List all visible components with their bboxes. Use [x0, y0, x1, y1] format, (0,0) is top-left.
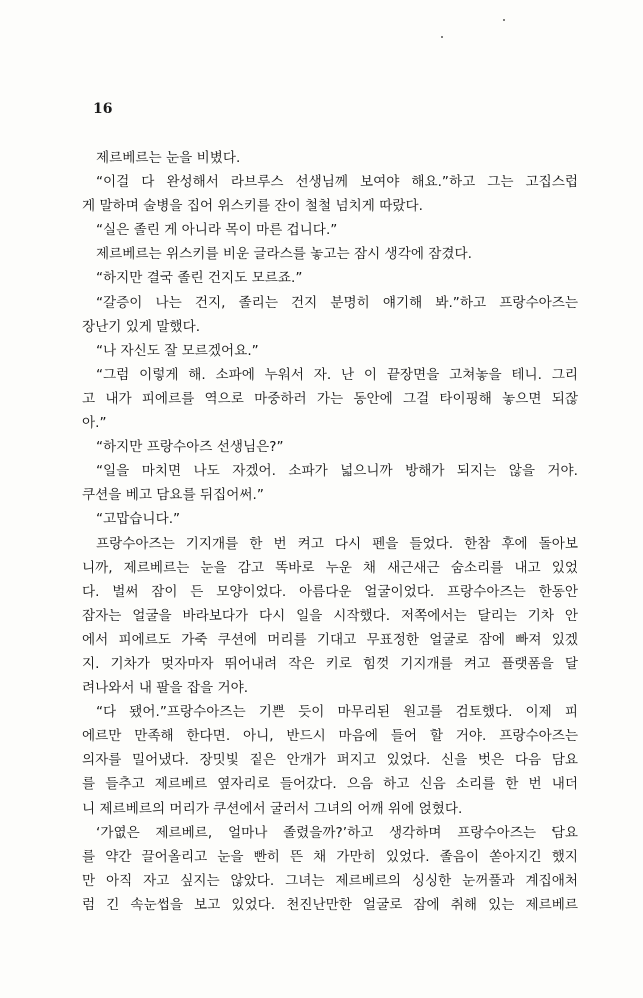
scan-speck: [441, 36, 443, 38]
body-text: [82, 146, 578, 917]
text-line: 니 제르베르의 머리가 쿠션에서 굴러서 그녀의 어깨 위에 얹혔다.: [82, 800, 463, 817]
text-line: 에서 피에르도 가죽 쿠션에 머리를 기대고 무표정한 얼굴로 잠에 빠져 있겠: [82, 631, 578, 648]
text-line: 프랑수아즈는 기지개를 한 번 켜고 다시 펜을 들었다. 한참 후에 돌아보: [96, 535, 578, 552]
text-line: “하지만 프랑수아즈 선생님은?”: [96, 439, 284, 456]
text-line: 다. 벌써 잠이 든 모양이었다. 아름다운 얼굴이었다. 프랑수아즈는 한동안: [82, 583, 578, 600]
text-line: “실은 졸린 게 아니라 목이 마른 겁니다.”: [96, 222, 338, 239]
text-line: “고맙습니다.”: [96, 511, 181, 528]
text-line: “그럼 이렇게 해. 소파에 누워서 자. 난 이 끝장면을 고쳐놓을 테니. 그리: [96, 366, 578, 383]
text-line: 니까, 제르베르는 눈을 감고 똑바로 누운 채 새근새근 숨소리를 내고 있었: [82, 559, 578, 576]
text-line: 쿠션을 베고 담요를 뒤집어써.”: [82, 487, 264, 504]
text-line: 게 말하며 술병을 집어 위스키를 잔이 철철 넘치게 따랐다.: [82, 198, 423, 215]
text-line: “이걸 다 완성해서 라브루스 선생님께 보여야 해요.”하고 그는 고집스럽: [96, 174, 578, 191]
text-line: 의자를 밀어냈다. 장밋빛 짙은 안개가 퍼지고 있었다. 신을 벗은 다음 담요: [82, 752, 578, 769]
text-line: 를 약간 끌어올리고 눈을 빤히 뜬 채 가만히 있었다. 졸음이 쏟아지긴 했지: [82, 848, 578, 865]
text-line: 만 아직 자고 싶지는 않았다. 그녀는 제르베르의 싱싱한 눈꺼풀과 계집애처: [82, 872, 578, 889]
text-line: “일을 마치면 나도 자겠어. 소파가 넓으니까 방해가 되지는 않을 거야.: [96, 463, 578, 480]
text-line: 를 들추고 제르베르 옆자리로 들어갔다. 으음 하고 신음 소리를 한 번 내더: [82, 776, 578, 793]
text-line: 고 내가 피에르를 역으로 마중하러 가는 동안에 그걸 타이핑해 놓으면 되잖: [82, 390, 578, 407]
text-line: 제르베르는 위스키를 비운 글라스를 놓고는 잠시 생각에 잠겼다.: [96, 246, 472, 263]
text-line: 럼 긴 속눈썹을 보고 있었다. 천진난만한 얼굴로 잠에 취해 있는 제르베르: [82, 896, 578, 913]
text-line: 잠자는 얼굴을 바라보다가 다시 일을 시작했다. 저쪽에서는 달리는 기차 안: [82, 607, 578, 624]
text-line: 에르만 만족해 한다면. 아니, 반드시 마음에 들어 할 거야. 프랑수아즈는: [82, 728, 578, 745]
text-line: “나 자신도 잘 모르겠어요.”: [96, 342, 259, 359]
text-line: ‘가엾은 제르베르, 얼마나 졸렸을까?’하고 생각하며 프랑수아즈는 담요: [96, 824, 578, 841]
text-line: 지. 기차가 멎자마자 뛰어내려 작은 키로 힘껏 기지개를 켜고 플랫폼을 달: [82, 655, 578, 672]
scan-speck: [503, 19, 505, 21]
page-number: 16: [93, 101, 113, 117]
text-line: 려나와서 내 팔을 잡을 거야.: [82, 680, 249, 697]
text-line: “다 됐어.”프랑수아즈는 기쁜 듯이 마무리된 원고를 검토했다. 이제 피: [96, 704, 578, 721]
text-line: “하지만 결국 졸린 건지도 모르죠.”: [96, 270, 303, 287]
text-line: 제르베르는 눈을 비볐다.: [96, 150, 241, 166]
text-line: 아.”: [82, 415, 107, 432]
text-line: “갈증이 나는 건지, 졸리는 건지 분명히 얘기해 봐.”하고 프랑수아즈는: [96, 294, 578, 311]
text-line: 장난기 있게 말했다.: [82, 318, 201, 335]
